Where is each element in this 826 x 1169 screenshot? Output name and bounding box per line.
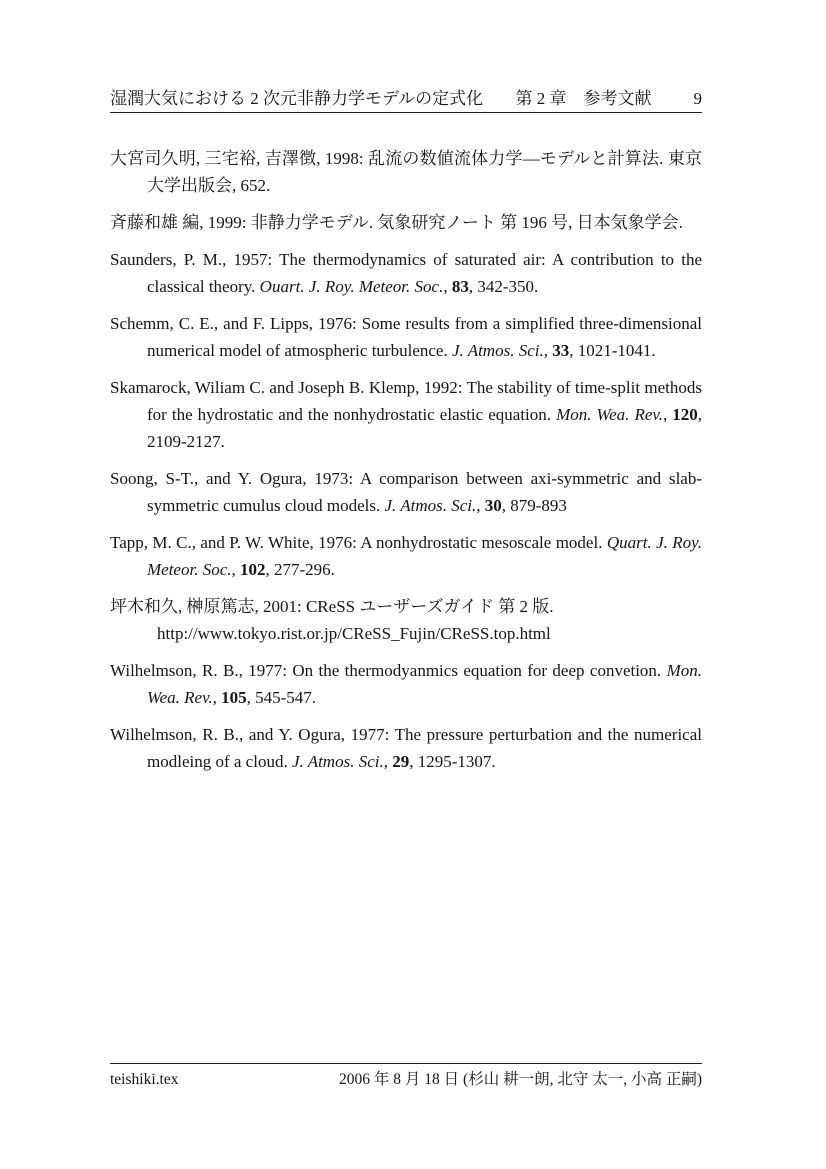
reference-text: , 1021-1041. bbox=[569, 341, 656, 360]
reference-entry bbox=[110, 246, 702, 300]
reference-entry bbox=[110, 374, 702, 455]
running-title: 湿潤大気における 2 次元非静力学モデルの定式化 bbox=[110, 89, 484, 108]
reference-text: 斉藤和雄 編, 1999: 非静力学モデル. 気象研究ノート 第 196 号, 日本気象学会. bbox=[110, 213, 683, 232]
reference-entry bbox=[110, 657, 702, 711]
journal-name: Mon. Wea. Rev. bbox=[556, 405, 663, 424]
volume-number: 83 bbox=[451, 277, 469, 296]
reference-text: , bbox=[443, 277, 452, 296]
reference-text: Skamarock, Wiliam C. and Joseph B. Klemp, 1992: The stability of time-split methods for the hydrostatic and the nonhydrostatic elastic equation. bbox=[110, 378, 702, 424]
reference-entry bbox=[110, 529, 702, 583]
header-right-group bbox=[516, 84, 703, 109]
reference-entry bbox=[110, 310, 702, 364]
reference-text: 大宮司久明, 三宅裕, 吉澤徴, 1998: 乱流の数値流体力学—モデルと計算法. 東京大学出版会, 652. bbox=[110, 149, 702, 195]
volume-number: 30 bbox=[484, 496, 502, 515]
page-number: 9 bbox=[693, 89, 702, 108]
journal-name: J. Atmos. Sci. bbox=[291, 752, 384, 771]
journal-name: Quart. J. Roy. Meteor. Soc. bbox=[147, 533, 702, 579]
reference-text: Tapp, M. C., and P. W. White, 1976: A nonhydrostatic mesoscale model. bbox=[110, 533, 607, 552]
journal-name: J. Atmos. Sci. bbox=[384, 496, 477, 515]
reference-text: , 1295-1307. bbox=[409, 752, 496, 771]
reference-entry bbox=[110, 465, 702, 519]
source-filename: teishiki.tex bbox=[110, 1071, 179, 1088]
reference-text: , bbox=[212, 688, 222, 707]
reference-entry bbox=[110, 145, 702, 199]
reference-text: Wilhelmson, R. B., and Y. Ogura, 1977: The pressure perturbation and the numerical modleing of a cloud. bbox=[110, 725, 702, 771]
reference-text: , 879-893 bbox=[501, 496, 567, 515]
header-rule bbox=[110, 112, 702, 113]
reference-url: http://www.tokyo.rist.or.jp/CReSS_Fujin/CReSS.top.html bbox=[157, 624, 551, 643]
references-list bbox=[110, 145, 702, 785]
volume-number: 33 bbox=[552, 341, 570, 360]
volume-number: 120 bbox=[672, 405, 698, 424]
reference-text: , bbox=[543, 341, 553, 360]
volume-number: 29 bbox=[392, 752, 410, 771]
journal-name: Ouart. J. Roy. Meteor. Soc. bbox=[259, 277, 444, 296]
reference-entry bbox=[110, 721, 702, 775]
reference-text: , bbox=[231, 560, 241, 579]
reference-entry bbox=[110, 209, 702, 236]
reference-text: Soong, S-T., and Y. Ogura, 1973: A comparison between axi-symmetric and slab-symmetric cumulus cloud models. bbox=[110, 469, 702, 515]
journal-name: J. Atmos. Sci. bbox=[451, 341, 544, 360]
volume-number: 102 bbox=[240, 560, 266, 579]
volume-number: 105 bbox=[221, 688, 247, 707]
reference-text: , 277-296. bbox=[265, 560, 335, 579]
chapter-heading: 第 2 章 参考文献 bbox=[515, 89, 652, 108]
reference-text: , 545-547. bbox=[246, 688, 317, 707]
reference-text: , 342-350. bbox=[468, 277, 539, 296]
reference-text: Saunders, P. M., 1957: The thermodynamics of saturated air: A contribution to the classical theory. bbox=[110, 250, 702, 296]
footer-rule bbox=[110, 1063, 702, 1064]
reference-entry bbox=[110, 593, 702, 647]
page-header bbox=[110, 84, 702, 109]
date-authors: 2006 年 8 月 18 日 (杉山 耕一朗, 北守 太一, 小高 正嗣) bbox=[339, 1071, 702, 1088]
reference-text: 坪木和久, 榊原篤志, 2001: CReSS ユーザーズガイド 第 2 版. bbox=[110, 597, 554, 616]
page-footer bbox=[110, 1067, 702, 1089]
reference-text: , bbox=[383, 752, 393, 771]
reference-text: , bbox=[662, 405, 673, 424]
reference-text: , bbox=[476, 496, 485, 515]
journal-name: Mon. Wea. Rev. bbox=[147, 661, 702, 707]
reference-text: Wilhelmson, R. B., 1977: On the thermodyanmics equation for deep convetion. bbox=[110, 661, 667, 680]
reference-text: , 2109-2127. bbox=[147, 405, 703, 451]
reference-text: Schemm, C. E., and F. Lipps, 1976: Some results from a simplified three-dimensional numerical model of atmospheric turbulence. bbox=[110, 314, 702, 360]
